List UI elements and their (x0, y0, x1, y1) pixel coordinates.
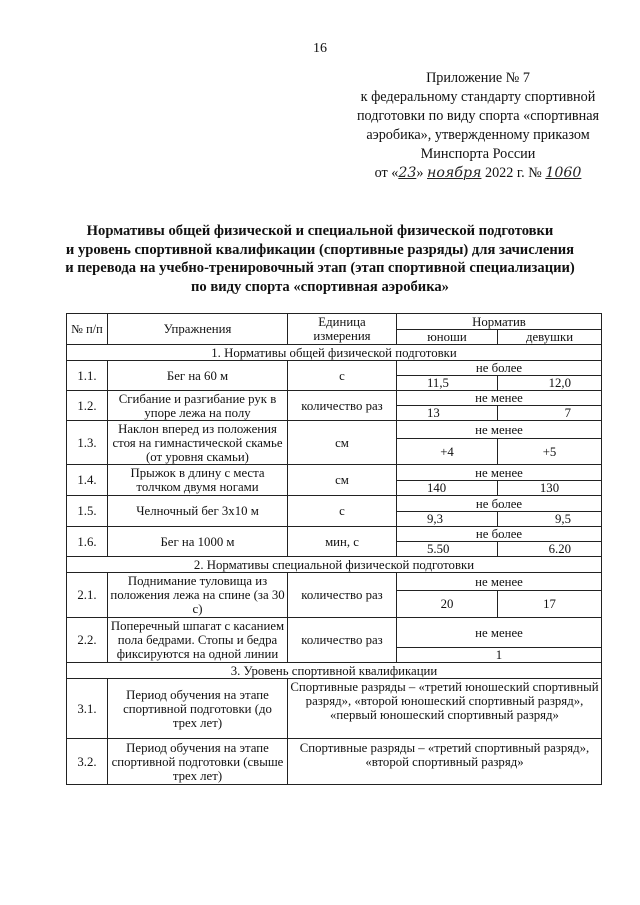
row-girls: 17 (498, 591, 602, 618)
header-num: № п/п (67, 314, 108, 345)
row-condition: не более (397, 496, 602, 512)
section-row (67, 557, 602, 573)
row-boys: 20 (397, 591, 498, 618)
header-unit: Единица измерения (288, 314, 397, 345)
header-norm: Норматив (397, 314, 602, 330)
row-num: 1.1. (67, 361, 108, 391)
row-exercise: Прыжок в длину с места толчком двумя ногами (108, 465, 288, 496)
title-line: и уровень спортивной квалификации (спортивные разряды) для зачисления (65, 241, 575, 258)
row-exercise: Поперечный шпагат с касанием пола бедрами. Стопы и бедра фиксируются на одной линии (108, 618, 288, 663)
appendix-header (330, 69, 626, 183)
section-row (67, 345, 602, 361)
row-boys: 140 (397, 481, 498, 496)
row-boys: 13 (397, 406, 498, 421)
row-girls: 9,5 (498, 512, 602, 527)
row-exercise: Период обучения на этапе спортивной подготовки (до трех лет) (108, 679, 288, 739)
row-boys: 5.50 (397, 542, 498, 557)
row-unit: мин, с (288, 527, 397, 557)
row-girls: 7 (498, 406, 602, 421)
order-number: 1060 (545, 165, 582, 181)
row-both: 1 (397, 648, 602, 663)
title-line: Нормативы общей физической и специальной физической подготовки (86, 223, 554, 239)
row-girls: 130 (498, 481, 602, 496)
appendix-title: Приложение № 7 (426, 70, 530, 86)
row-condition: не менее (397, 391, 602, 406)
row-condition: не более (397, 527, 602, 542)
row-exercise: Наклон вперед из положения стоя на гимнастической скамье (от уровня скамьи) (108, 421, 288, 465)
section-title: 2. Нормативы специальной физической подготовки (67, 557, 602, 573)
row-exercise: Челночный бег 3х10 м (108, 496, 288, 527)
row-unit: количество раз (288, 573, 397, 618)
order-day: 23 (398, 165, 417, 181)
title-line: по виду спорта «спортивная аэробика» (191, 278, 449, 295)
section-title: 1. Нормативы общей физической подготовки (67, 345, 602, 361)
row-exercise: Бег на 1000 м (108, 527, 288, 557)
row-qualification: Спортивные разряды – «третий спортивный разряд», «второй спортивный разряд» (288, 739, 602, 785)
row-condition: не менее (397, 573, 602, 591)
row-num: 1.6. (67, 527, 108, 557)
table-row (67, 361, 602, 376)
order-month: ноября (427, 165, 482, 181)
row-unit: количество раз (288, 618, 397, 663)
table-row (67, 496, 602, 512)
table-row (67, 465, 602, 481)
order-date-line (330, 164, 626, 183)
row-num: 1.5. (67, 496, 108, 527)
header-exercise: Упражнения (108, 314, 288, 345)
row-num: 3.1. (67, 679, 108, 739)
section-title: 3. Уровень спортивной квалификации (67, 663, 602, 679)
row-condition: не менее (397, 421, 602, 439)
row-num: 2.1. (67, 573, 108, 618)
appendix-line: аэробика», утвержденному приказом (366, 127, 590, 143)
row-num: 1.3. (67, 421, 108, 465)
row-unit: см (288, 421, 397, 465)
date-prefix: от « (374, 165, 399, 181)
row-condition: не менее (397, 618, 602, 648)
table-row (67, 739, 602, 785)
appendix-line: Минспорта России (420, 146, 536, 162)
row-unit: количество раз (288, 391, 397, 421)
row-boys: 11,5 (397, 376, 498, 391)
header-row (67, 314, 602, 330)
row-girls: 12,0 (498, 376, 602, 391)
row-exercise: Поднимание туловища из положения лежа на спине (за 30 с) (108, 573, 288, 618)
date-mid: » (416, 165, 424, 181)
norms-table (66, 313, 602, 785)
row-unit: с (288, 496, 397, 527)
row-condition: не менее (397, 465, 602, 481)
header-boys: юноши (397, 330, 498, 345)
row-num: 1.2. (67, 391, 108, 421)
table-row (67, 421, 602, 439)
table-row (67, 527, 602, 542)
row-boys: 9,3 (397, 512, 498, 527)
row-condition: не более (397, 361, 602, 376)
document-title (50, 222, 590, 296)
table-row (67, 573, 602, 591)
row-girls: +5 (498, 439, 602, 465)
row-exercise: Бег на 60 м (108, 361, 288, 391)
row-num: 2.2. (67, 618, 108, 663)
table-row (67, 391, 602, 406)
row-qualification: Спортивные разряды – «третий юношеский спортивный разряд», «второй юношеский спортивный разряд», «первый юношеский спортивный разряд» (288, 679, 602, 739)
row-boys: +4 (397, 439, 498, 465)
row-girls: 6.20 (498, 542, 602, 557)
section-row (67, 663, 602, 679)
title-line: и перевода на учебно-тренировочный этап (этап спортивной специализации) (65, 260, 575, 277)
row-unit: с (288, 361, 397, 391)
row-exercise: Период обучения на этапе спортивной подготовки (свыше трех лет) (108, 739, 288, 785)
page-number: 16 (313, 41, 327, 56)
header-girls: девушки (498, 330, 602, 345)
table-row (67, 618, 602, 648)
row-exercise: Сгибание и разгибание рук в упоре лежа на полу (108, 391, 288, 421)
row-num: 1.4. (67, 465, 108, 496)
table-row (67, 679, 602, 739)
appendix-line: подготовки по виду спорта «спортивная (356, 108, 600, 124)
row-unit: см (288, 465, 397, 496)
row-num: 3.2. (67, 739, 108, 785)
order-year: 2022 г. № (484, 165, 542, 181)
appendix-line: к федеральному стандарту спортивной (360, 89, 596, 105)
